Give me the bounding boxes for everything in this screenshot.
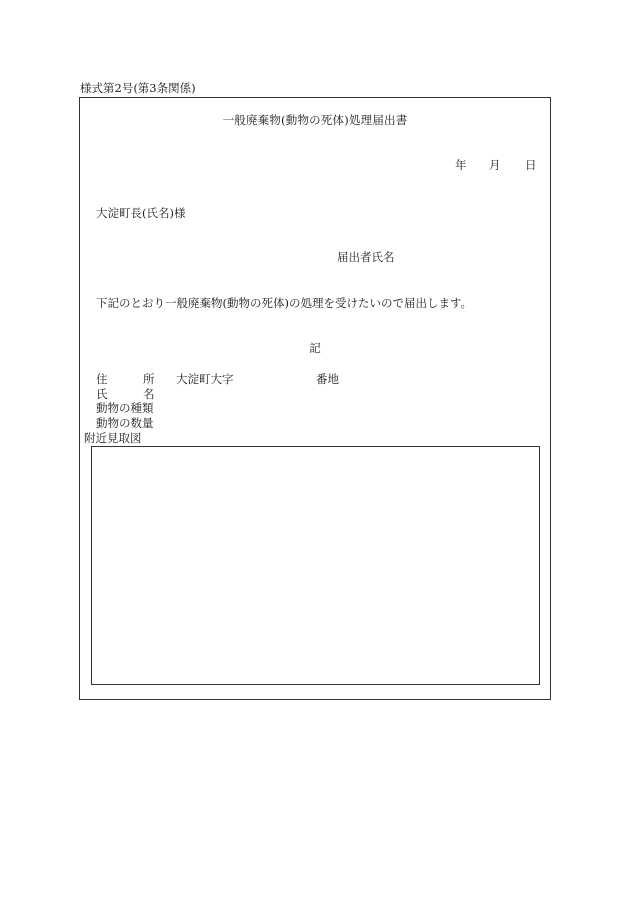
ki-heading: 記 [309, 341, 321, 355]
animal-count-label: 動物の数量 [96, 416, 154, 430]
body-text: 下記のとおり一般廃棄物(動物の死体)の処理を受けたいので届出します。 [96, 296, 473, 310]
address-town-text: 大淀町大字 [176, 372, 234, 386]
map-label: 附近見取図 [84, 431, 142, 445]
date-month-label: 月 [489, 158, 501, 172]
address-label-part-1: 住 [96, 372, 108, 386]
form-number-label: 様式第2号(第3条関係) [80, 81, 196, 95]
animal-type-label: 動物の種類 [96, 401, 154, 415]
notifier-name-label: 届出者氏名 [337, 250, 395, 264]
address-label-part-2: 所 [143, 372, 155, 386]
name-label-part-1: 氏 [96, 387, 108, 401]
address-banchi-text: 番地 [316, 372, 339, 386]
date-day-label: 日 [525, 158, 537, 172]
addressee-line: 大淀町長(氏名)様 [96, 206, 186, 220]
date-year-label: 年 [455, 158, 467, 172]
name-label-part-2: 名 [143, 387, 155, 401]
map-sketch-box [91, 446, 540, 685]
document-title: 一般廃棄物(動物の死体)処理届出書 [222, 113, 408, 127]
